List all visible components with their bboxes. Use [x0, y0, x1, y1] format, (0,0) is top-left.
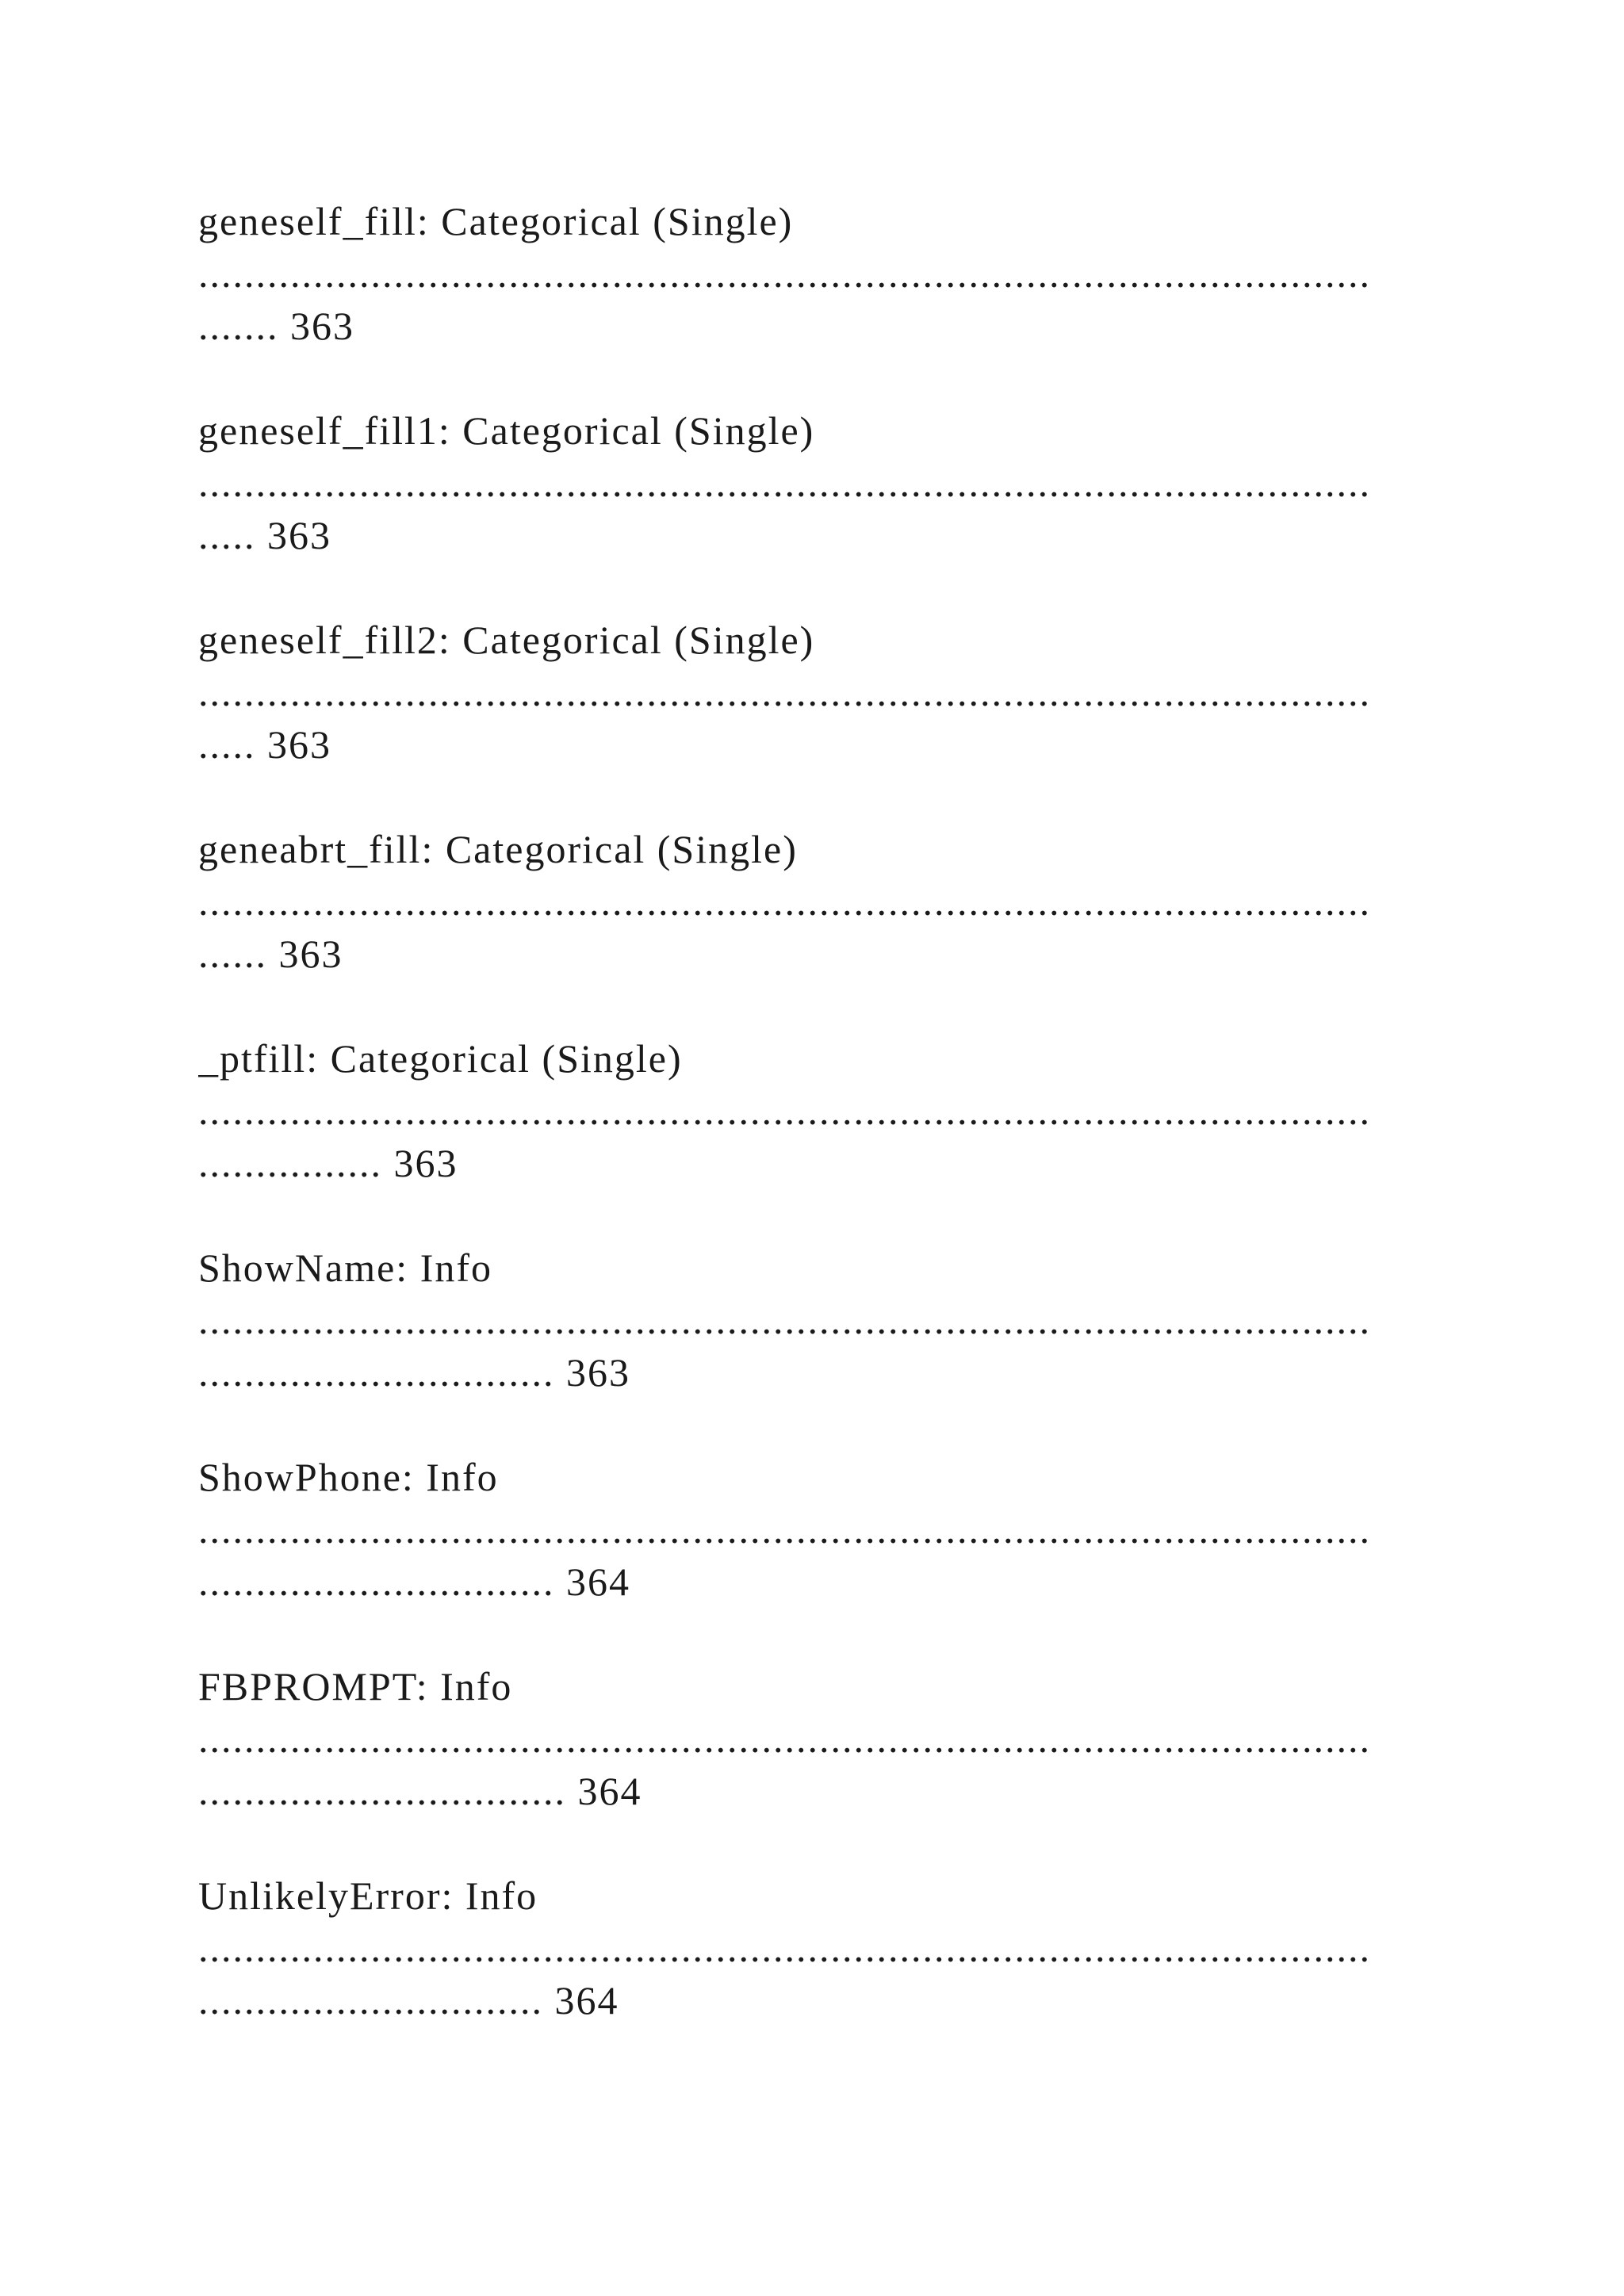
- toc-entry-title: FBPROMPT: Info: [198, 1664, 513, 1709]
- toc-page-number: ............................... 364: [198, 1559, 630, 1604]
- toc-entry[interactable]: [198, 603, 1435, 812]
- toc-dot-leader: ......................................................................................................: [198, 879, 1371, 924]
- toc-page-number: ................ 363: [198, 1141, 458, 1185]
- table-of-contents: [198, 184, 1435, 2068]
- toc-dot-leader: ......................................................................................................: [198, 670, 1371, 714]
- toc-page-number: ....... 363: [198, 304, 354, 348]
- toc-entry[interactable]: [198, 1021, 1435, 1230]
- toc-entry-title: ShowName: Info: [198, 1246, 492, 1290]
- toc-page-number: .............................. 364: [198, 1978, 619, 2022]
- toc-page-number: ...... 363: [198, 932, 343, 976]
- toc-entry-title: UnlikelyError: Info: [198, 1873, 538, 1918]
- toc-entry-title: _ptfill: Categorical (Single): [198, 1036, 683, 1081]
- toc-dot-leader: ......................................................................................................: [198, 1507, 1371, 1552]
- toc-entry[interactable]: [198, 393, 1435, 603]
- toc-entry[interactable]: [198, 1230, 1435, 1440]
- toc-entry[interactable]: [198, 1649, 1435, 1858]
- toc-entry-title: geneself_fill1: Categorical (Single): [198, 408, 815, 453]
- toc-dot-leader: ......................................................................................................: [198, 1298, 1371, 1342]
- toc-entry-title: geneself_fill: Categorical (Single): [198, 199, 794, 243]
- toc-dot-leader: ......................................................................................................: [198, 1089, 1371, 1133]
- toc-entry-title: geneself_fill2: Categorical (Single): [198, 618, 815, 662]
- toc-entry[interactable]: [198, 1858, 1435, 2068]
- toc-dot-leader: ......................................................................................................: [198, 461, 1371, 505]
- toc-page-number: ................................ 364: [198, 1769, 642, 1813]
- toc-page-number: ............................... 363: [198, 1350, 630, 1395]
- toc-dot-leader: ......................................................................................................: [198, 251, 1371, 296]
- toc-page-number: ..... 363: [198, 513, 331, 557]
- toc-page-number: ..... 363: [198, 722, 331, 767]
- toc-entry[interactable]: [198, 184, 1435, 393]
- toc-dot-leader: ......................................................................................................: [198, 1926, 1371, 1970]
- toc-entry-title: ShowPhone: Info: [198, 1455, 499, 1499]
- toc-entry-title: geneabrt_fill: Categorical (Single): [198, 827, 798, 871]
- toc-entry[interactable]: [198, 812, 1435, 1021]
- toc-dot-leader: ......................................................................................................: [198, 1716, 1371, 1761]
- toc-entry[interactable]: [198, 1440, 1435, 1649]
